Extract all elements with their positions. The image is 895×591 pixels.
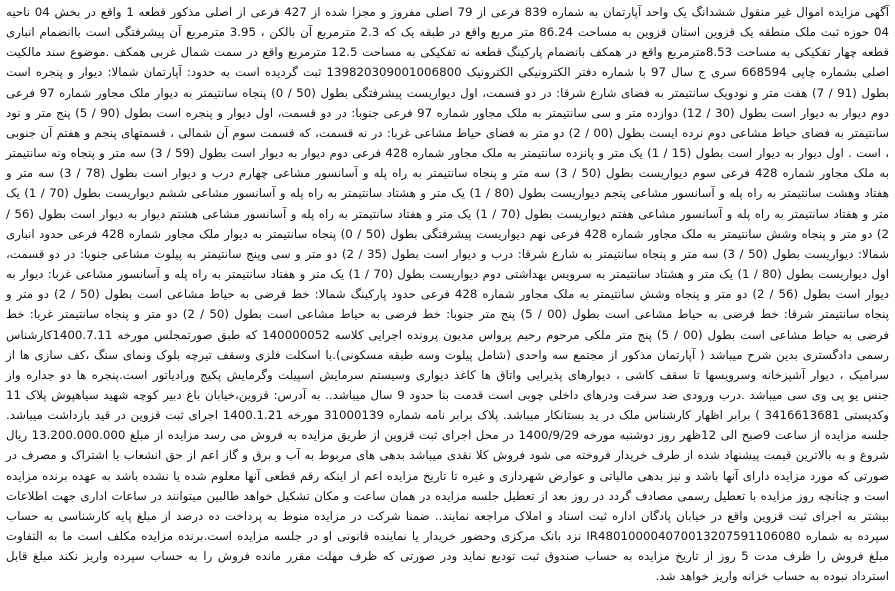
auction-notice-text: آگهی مزایده اموال غیر منقول ششدانگ یک واحد آپارتمان به شماره 839 فرعی از 79 اصلی مفروز و مجزا شده از 427 فرعی از اصلی مذکور قطعه 1 واقع در بخش 04 ناحیه 04 حوزه ثبت ملک منطقه یک قزوین استان قزوین به مساحت 86.24 متر مربع واقع در طبقه یک که 2.3 مترمربع آن بالکن ، 3.95 مترمربع آن پیشرفتگی است باانضمام انباری قطعه چهار تفکیکی به مساحت 8.53مترمربع واقع در همکف بانضمام پارکینگ قطعه نه تفکیکی به مساحت 12.5 مترمربع واقع در سمت شمال غربی همکف .موضوع سند مالکیت اصلی بشماره چاپی 668594 سری ج سال 97 با شماره دفتر الکترونیکی الکترونیک 139820309001006800 ثبت گردیده است به حدود: آپارتمان شمالا: دیوار و پنجره است بطول (91 / 7) هفت متر و نودویک سانتیمتر به فضای شارع شرقا: در دو قسمت، اول دیواریست پیشرفتگی بطول (50 / 0) پنجاه سانتیمتر به دیوار ملک مجاور شماره 97 فرعی دوم دیوار به دیوار است بطول (30 / 12) دوازده متر و سی سانتیمتر به ملک مجاور شماره 97 فرعی جنوبا: در دو قسمت، اول دیوار و پنجره است بطول (90 / 5) پنج متر و نود سانتیمتر به فضای حیاط مشاعی دوم نرده ایست بطول (00 / 2) دو متر به فضای حیاط مشاعی غربا: در نه قسمت، که قسمت سوم آن شمالی ، قسمتهای پنجم و هفتم آن جنوبی ، است . اول دیوار به دیوار است بطول (15 / 1) یک متر و پانزده سانتیمتر به ملک مجاور شماره 428 فرعی دوم دیوار به دیوار است بطول (59 / 3) سه متر و پنجاه ونه سانتیمتر به ملک مجاور شماره 428 فرعی سوم دیواریست بطول (50 / 3) سه متر و پنجاه سانتیمتر به راه پله و آسانسور مشاعی چهارم درب و دیوار است بطول (78 / 3) سه متر و هفتاد وهشت سانتیمتر به راه پله و آسانسور مشاعی پنجم دیواریست بطول (80 / 1) یک متر و هشتاد سانتیمتر به راه پله و آسانسور مشاعی ششم دیواریست بطول (70 / 1) یک متر و هفتاد سانتیمتر به راه پله و آسانسور مشاعی هفتم دیواریست بطول (70 / 1) یک متر و هفتاد سانتیمتر به راه پله و آسانسور مشاعی هشتم دیوار به دیوار است بطول (56 / 2) دو متر و پنجاه وشش سانتیمتر به ملک مجاور شماره 428 فرعی نهم دیواریست پیشرفتگی بطول (50 / 0) پنجاه سانتیمتر به دیوار ملک مجاور شماره 428 فرعی حدود انباری شمالا: دیواریست بطول (50 / 3) سه متر و پنجاه سانتیمتر به شارع شرقا: درب و دیوار است بطول (35 / 2) دو متر و سی وپنج سانتیمتر به پیلوت مشاعی جنوبا: در دو قسمت، اول دیواریست بطول (80 / 1) یک متر و هشتاد سانتیمتر به سرویس بهداشتی دوم دیواریست بطول (70 / 1) یک متر و هفتاد سانتیمتر به راه پله و آسانسور مشاعی غربا: دیوار به دیوار است بطول (56 / 2) دو متر و پنجاه وشش سانتیمتر به ملک مجاور شماره 428 فرعی حدود پارکینگ شمالا: خط فرضی به حیاط مشاعی است بطول (50 / 2) دو متر و پنجاه سانتیمتر شرقا: خط فرضی به حیاط مشاعی است بطول (00 / 5) پنج متر جنوبا: خط فرضی به حیاط مشاعی است بطول (50 / 2) دو متر و پنجاه سانتیمتر غربا: خط فرضی به حیاط مشاعی است بطول (00 / 5) پنج متر ملکی مرحوم رحیم پرواس مدیون پرونده اجرایی کلاسه 140000052 که طبق صورتمجلس مورخه 1400.7.11کارشناس رسمی دادگستری بدین شرح میباشد ( آپارتمان مذکور از مجتمع سه واحدی (شامل پیلوت وسه طبقه مسکونی).با اسکلت فلزی وسقف تیرچه بلوک ونمای سنگ ،کف سازی ها از سرامیک ، دیوار آشپزخانه وسرویسها تا سقف کاشی ، دیوارهای پذیرایی واتاق ها کاغذ دیواری وسیستم سرمایش اسپیلت وگرمایش پکیج ورادیاتور است.پنجره ها دو جداره واز جنس یو پی وی سی میباشد .درب ورودی ضد سرقت ودرهای داخلی چوبی است قدمت بنا حدود 9 سال میباشد.. به آدرس: قزوین،خیابان باغ دبیر کوچه شهید سیاهپوش پلاک 11 وکدپستی 3416613681 ) برابر اظهار کارشناس ملک در ید بستانکار میباشد. پلاک برابر نامه شماره 31000139 مورخه 1400.1.21 اجرای ثبت قزوین در قید بازداشت میباشد. جلسه مزایده از ساعت 9صبح الی 12ظهر روز دوشنبه مورخه 1400/9/29 در محل اجرای ثبت قزوین از طریق مزایده به فروش می رسد مزایده از مبلغ 13.200.000.000 ریال شروع و به بالاترین قیمت پیشنهاد شده از طرف خریدار فروخته می شود فروش کلا نقدی میباشد بدهی های مربوط به آب و برق و گاز اعم از حق انشعاب یا اشتراک و مصرف در صورتی که مورد مزایده دارای آنها باشد و نیز بدهی مالیاتی و عوارض شهرداری و غیره تا تاریخ مزایده اعم از اینکه رقم قطعی آنها معلوم شده یا نشده باشد به عهده برنده مزایده است و چنانچه روز مزایده با تعطیل رسمی مصادف گردد در روز بعد از تعطیل جلسه مزایده در همان ساعت و مکان تشکیل خواهد طالبین میتوانند در ساعات اداری جهت اطلاعات بیشتر به اجرای ثبت قزوین واقع در خیابان پادگان اداره ثبت اسناد و املاک مراجعه نمایند.. ضمنا شرکت در مزایده منوط به پرداخت ده درصد از مبلغ پایه کارشناسی به حساب سپرده به شماره IR480100004070013207591106080 نزد بانک مرکزی وحضور خریدار یا نماینده قانونی او در جلسه مزایده است.برنده مزایده مکلف است ما به التفاوت مبلغ فروش را ظرف مدت 5 روز از تاریخ مزایده به حساب صندوق ثبت تودیع نماید ودر صورتی که ظرف مهلت مقرر مانده فروش را به حساب سپرده واریز نکند مبلغ قابل استرداد نبوده به حساب خزانه واریز خواهد شد. xyxy=(6,5,890,584)
